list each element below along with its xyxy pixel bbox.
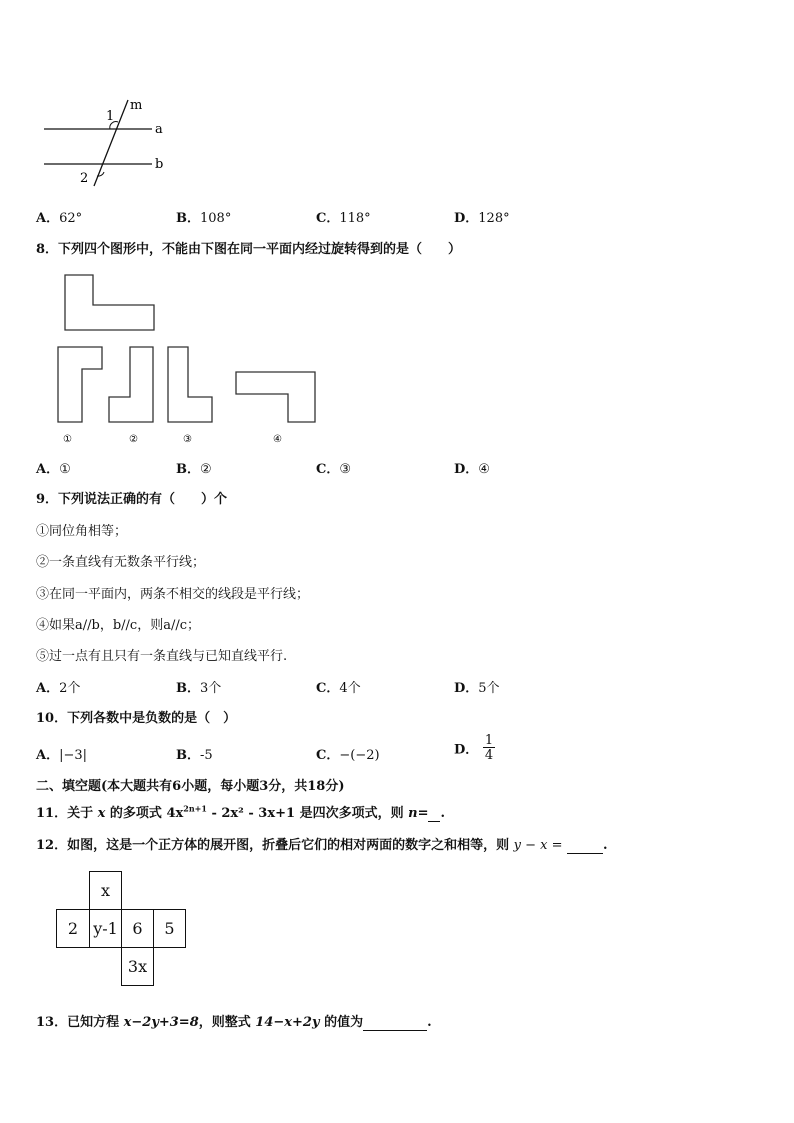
q9-statement-4: ④如果a//b，b//c，则a//c； [36, 618, 200, 633]
q8-option-b[interactable]: B．② [176, 462, 212, 477]
label-a: a [155, 122, 163, 137]
original-shape [65, 275, 154, 330]
shape-2 [109, 347, 153, 422]
q8-option-d[interactable]: D．④ [454, 462, 490, 477]
shape-4 [236, 372, 315, 422]
q10-option-c[interactable]: C．−(−2) [316, 748, 380, 763]
figure-label-4: ④ [273, 434, 282, 445]
fraction-one-quarter: $\frac{1}{4}$ [484, 733, 494, 763]
shape-3 [168, 347, 212, 422]
q8-option-a[interactable]: A．① [36, 462, 71, 477]
parallel-lines-figure [40, 96, 180, 188]
q9-stem: 9．下列说法正确的有（ ）个 [36, 492, 228, 507]
q7-option-d[interactable]: D．128° [454, 211, 510, 226]
q12-answer-blank[interactable] [567, 838, 603, 854]
q10-stem: 10．下列各数中是负数的是（ ） [36, 711, 237, 726]
q7-option-a[interactable]: A．62° [36, 211, 83, 226]
shape-1 [58, 347, 102, 422]
q9-option-a[interactable]: A．2个 [36, 681, 81, 696]
rotation-shapes-figure [50, 270, 330, 448]
q7-option-b[interactable]: B．108° [176, 211, 232, 226]
q13-answer-blank[interactable] [363, 1015, 427, 1031]
net-face-3: 6 [121, 909, 154, 948]
figure-label-2: ② [129, 434, 138, 445]
q9-statement-1: ①同位角相等； [36, 524, 128, 539]
label-1: 1 [106, 109, 115, 124]
net-face-bottom: 3x [121, 947, 154, 986]
q7-option-c[interactable]: C．118° [316, 211, 371, 226]
q9-statement-5: ⑤过一点有且只有一条直线与已知直线平行. [36, 649, 288, 664]
q9-option-d[interactable]: D．5个 [454, 681, 500, 696]
q11-answer-blank[interactable] [428, 806, 440, 822]
label-2: 2 [80, 171, 89, 186]
q9-option-b[interactable]: B．3个 [176, 681, 222, 696]
net-face-top: x [89, 871, 122, 910]
q8-stem: 8．下列四个图形中，不能由下图在同一平面内经过旋转得到的是（ ） [36, 242, 462, 257]
net-face-2: y-1 [89, 909, 122, 948]
q10-option-b[interactable]: B．-5 [176, 748, 213, 763]
figure-label-3: ③ [183, 434, 192, 445]
q10-option-d[interactable]: D． $\frac{1}{4}$ [454, 733, 494, 763]
q12-text: 12．如图，这是一个正方体的展开图，折叠后它们的相对两面的数字之和相等，则 y − x = . [36, 838, 608, 853]
net-face-4: 5 [153, 909, 186, 948]
q9-option-c[interactable]: C．4个 [316, 681, 361, 696]
q9-statement-2: ②一条直线有无数条平行线； [36, 555, 206, 570]
q9-statement-3: ③在同一平面内，两条不相交的线段是平行线； [36, 587, 310, 602]
label-b: b [155, 157, 164, 172]
q8-option-c[interactable]: C．③ [316, 462, 352, 477]
cube-net [54, 871, 186, 987]
section-2-title: 二、填空题(本大题共有6小题，每小题3分，共18分) [36, 779, 345, 794]
q11-text: 11．关于 x 的多项式 $4x^{2n+1} - 2x^2 - 3x+1$ 是四次多项式，则 n= . [36, 803, 446, 821]
net-face-1: 2 [56, 909, 90, 948]
label-m: m [130, 98, 143, 113]
q13-text: 13．已知方程 x−2y+3=8，则整式 14−x+2y 的值为 . [36, 1015, 432, 1030]
q10-option-a[interactable]: A．|−3| [36, 748, 88, 763]
figure-label-1: ① [63, 434, 72, 445]
